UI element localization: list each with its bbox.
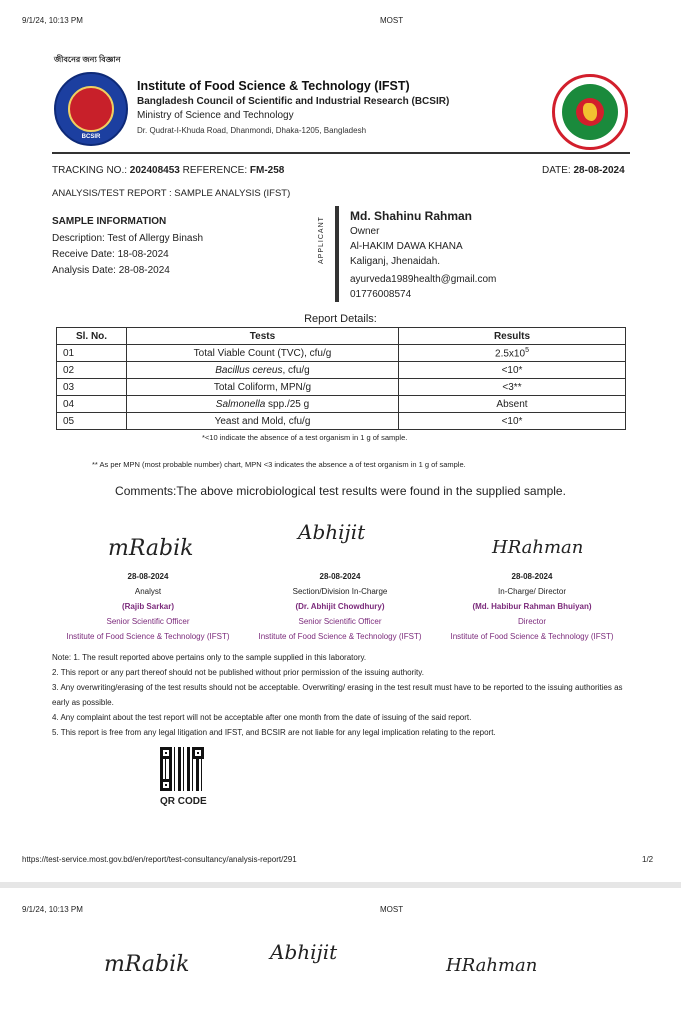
ministry-name: Ministry of Science and Technology — [137, 110, 294, 121]
applicant-role: Owner — [350, 226, 380, 237]
footnote-single: *<10 indicate the absence of a test organism in 1 g of sample. — [202, 433, 408, 442]
sign-org: Institute of Food Science & Technology (IFST) — [66, 632, 230, 641]
table-row — [57, 396, 626, 413]
date-label: DATE: — [542, 165, 574, 176]
bcsir-emblem-icon — [68, 86, 114, 132]
sign-date: 28-08-2024 — [511, 572, 553, 581]
row-sl: 02 — [57, 362, 127, 379]
note-item: Note: 1. The result reported above pertains only to the sample supplied in this laboratory. — [52, 653, 367, 662]
row-sl: 05 — [57, 413, 127, 430]
reference-number: FM-258 — [249, 165, 285, 176]
applicant-phone: 01776008574 — [350, 289, 412, 300]
org-address: Dr. Qudrat-I-Khuda Road, Dhanmondi, Dhaka-1205, Bangladesh — [137, 126, 367, 135]
sign-org: Institute of Food Science & Technology (IFST) — [450, 632, 614, 641]
page2-datetime: 9/1/24, 10:13 PM — [22, 905, 83, 914]
report-title: ANALYSIS/TEST REPORT : SAMPLE ANALYSIS (IFST) — [52, 188, 291, 199]
header-sl: Sl. No. — [57, 328, 127, 345]
row-result — [399, 345, 626, 362]
header-tests: Tests — [127, 328, 399, 345]
government-seal — [552, 74, 628, 150]
page-number: 1/2 — [642, 855, 654, 864]
bcsir-logo — [54, 72, 128, 146]
date-value: 28-08-2024 — [573, 165, 625, 176]
row-result: Absent — [399, 396, 626, 413]
row-test — [127, 362, 399, 379]
organism-name: Salmonella — [215, 398, 266, 410]
reference-label: REFERENCE: — [179, 165, 250, 176]
sample-analysis-date: Analysis Date: 28-08-2024 — [52, 265, 170, 276]
sign-date: 28-08-2024 — [127, 572, 169, 581]
table-row — [57, 379, 626, 396]
qr-finder-icon — [160, 747, 172, 759]
applicant-label: APPLICANT — [318, 216, 325, 264]
sign-title: Senior Scientific Officer — [106, 617, 190, 626]
incharge-signature: Abhijit — [298, 520, 366, 544]
footnote-double: ** As per MPN (most probable number) chart, MPN <3 indicates the absence a of test organism in 1 g of sample. — [92, 460, 466, 469]
bangladesh-map-icon — [583, 103, 597, 121]
page2-incharge-signature: Abhijit — [270, 940, 338, 964]
table-row — [57, 413, 626, 430]
table-row — [57, 345, 626, 362]
row-result: <10* — [399, 362, 626, 379]
qr-finder-icon — [192, 747, 204, 759]
row-result: <3** — [399, 379, 626, 396]
sign-role: In-Charge/ Director — [497, 587, 567, 596]
report-details-title: Report Details: — [304, 313, 377, 325]
director-signature: HRahman — [492, 537, 584, 558]
bcsir-logo-text: BCSIR — [81, 134, 101, 140]
page2-site: MOST — [380, 905, 404, 914]
row-result: <10* — [399, 413, 626, 430]
sample-description: Description: Test of Allergy Binash — [52, 233, 204, 244]
notes-block — [52, 650, 642, 740]
print-site: MOST — [380, 16, 404, 25]
table-header-row — [57, 328, 626, 345]
test-name: , cfu/g — [282, 364, 310, 376]
sample-receive-date: Receive Date: 18-08-2024 — [52, 249, 169, 260]
table-row — [57, 362, 626, 379]
qr-label: QR CODE — [160, 796, 207, 807]
row-test — [127, 345, 399, 362]
results-table — [56, 327, 626, 430]
row-test: Total Coliform, MPN/g — [127, 379, 399, 396]
analyst-signature: mRabik — [108, 536, 194, 561]
signatory-incharge — [240, 569, 440, 644]
sign-role: Section/Division In-Charge — [292, 587, 388, 596]
sign-title: Director — [517, 617, 546, 626]
sign-role: Analyst — [134, 587, 162, 596]
applicant-location: Kaliganj, Jhenaidah. — [350, 256, 441, 267]
header-results: Results — [399, 328, 626, 345]
tracking-number: 202408453 — [129, 165, 180, 176]
sign-title: Senior Scientific Officer — [298, 617, 382, 626]
tracking-label: TRACKING NO.: — [52, 165, 130, 176]
qr-code-icon[interactable] — [160, 747, 204, 791]
signatory-director — [432, 569, 632, 644]
page-separator — [0, 882, 681, 888]
bengali-tagline: জীবনের জন্য বিজ্ঞান — [54, 55, 121, 64]
result-exponent: 5 — [525, 346, 529, 354]
note-item: 2. This report or any part thereof should not be published without prior permission of the issuing authority. — [52, 668, 424, 677]
result-value: 2.5x10 — [495, 348, 526, 360]
header-rule — [52, 152, 630, 154]
tracking-line — [52, 165, 284, 176]
applicant-email: ayurveda1989health@gmail.com — [350, 274, 497, 285]
print-datetime: 9/1/24, 10:13 PM — [22, 16, 83, 25]
sign-name: (Dr. Abhijit Chowdhury) — [295, 602, 385, 611]
applicant-bar — [335, 206, 339, 302]
sign-date: 28-08-2024 — [319, 572, 361, 581]
page2-analyst-signature: mRabik — [104, 952, 190, 977]
institute-name: Institute of Food Science & Technology (IFST) — [137, 79, 410, 93]
organism-name: Bacillus cereus — [215, 364, 283, 376]
signatory-analyst — [48, 569, 248, 644]
row-sl: 04 — [57, 396, 127, 413]
page2-director-signature: HRahman — [446, 955, 538, 976]
note-item: 5. This report is free from any legal litigation and IFST, and BCSIR are not liable for any legal implication relating to the report. — [52, 728, 496, 737]
note-item: 4. Any complaint about the test report will not be acceptable after one month from the date of issuing of the said report. — [52, 713, 472, 722]
row-test — [127, 396, 399, 413]
row-test: Yeast and Mold, cfu/g — [127, 413, 399, 430]
sign-name: (Rajib Sarkar) — [121, 602, 175, 611]
sign-name: (Md. Habibur Rahman Bhuiyan) — [472, 602, 592, 611]
note-item: 3. Any overwriting/erasing of the test results should not be acceptable. Overwriting/ erasing in the test result must have to be reported to the issuing authorities as early as possible. — [52, 683, 623, 707]
applicant-name: Md. Shahinu Rahman — [350, 209, 473, 223]
row-sl: 01 — [57, 345, 127, 362]
test-name: Total Viable Count (TVC), cfu/g — [193, 347, 332, 359]
report-date — [542, 165, 625, 176]
comments: Comments:The above microbiological test results were found in the supplied sample. — [115, 484, 566, 498]
test-name: spp./25 g — [265, 398, 310, 410]
sample-heading: SAMPLE INFORMATION — [52, 216, 167, 227]
council-name: Bangladesh Council of Scientific and Industrial Research (BCSIR) — [137, 96, 450, 107]
applicant-company: Al-HAKIM DAWA KHANA — [350, 241, 463, 252]
row-sl: 03 — [57, 379, 127, 396]
sign-org: Institute of Food Science & Technology (IFST) — [258, 632, 422, 641]
footer-url[interactable]: https://test-service.most.gov.bd/en/report/test-consultancy/analysis-report/291 — [22, 855, 297, 864]
qr-finder-icon — [160, 779, 172, 791]
